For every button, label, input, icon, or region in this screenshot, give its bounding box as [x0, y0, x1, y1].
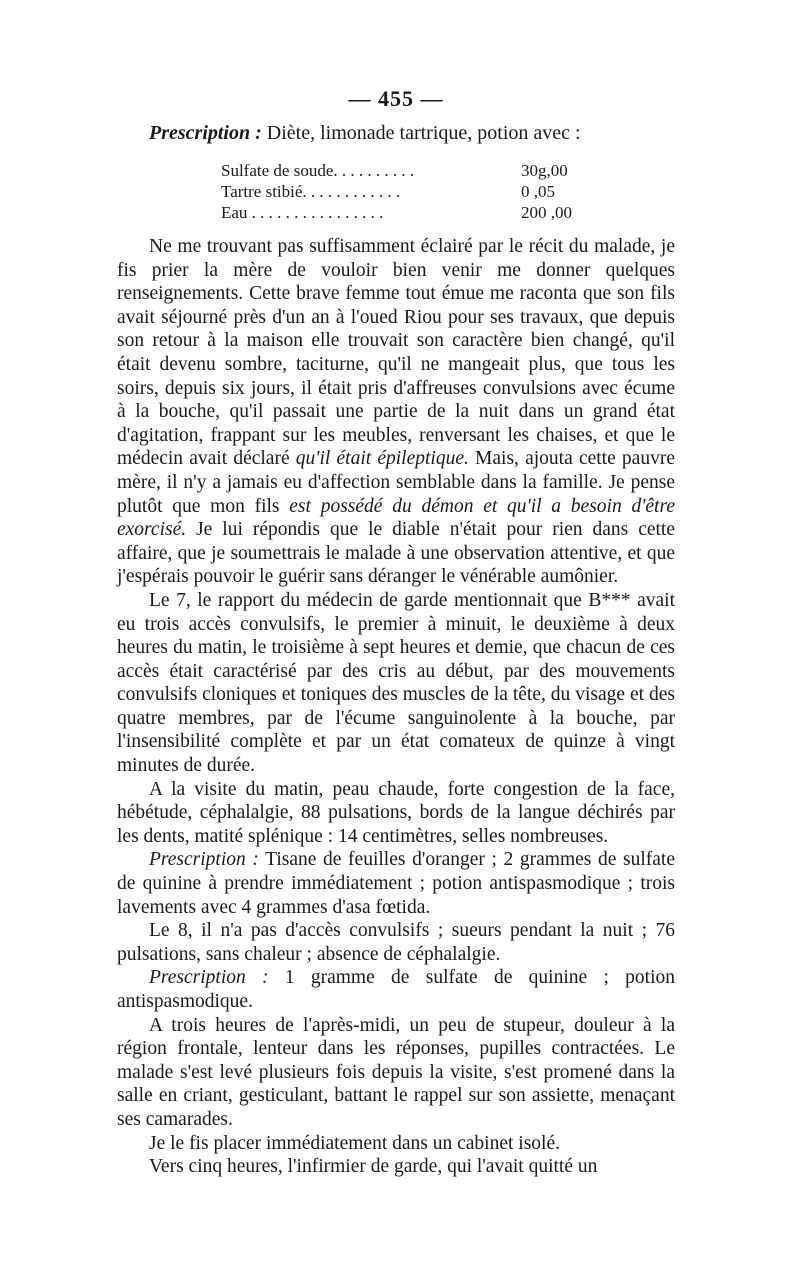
formula-dose: 0 ,05 [521, 182, 555, 201]
paragraph-prescription-3 [117, 966, 675, 1013]
paragraph-morning-visit: A la visite du matin, peau chaude, forte congestion de la face, hébétude, céphalalgie, 88 pulsations, bords de la langue déchirés par les dents, matité splénique : 14 centimètres, selles nombreuses. [117, 778, 675, 847]
paragraph-prescription-2 [117, 848, 675, 919]
page-number: — 455 — [348, 86, 444, 111]
paragraph-report: Le 7, le rapport du médecin de garde mentionnait que B*** avait eu trois accès convulsifs, le premier à minuit, le deuxième à deux heures du matin, le troisième à sept heures et demie, que chacun de ces accès était caractérisé par des cris au début, par des mouvements convulsifs cloniques et toniques des muscles de la tête, du visage et des quatre membres, par de l'écume sanguinolente à la bouche, par l'insensibilité complète et par un état comateux de quinze à vingt minutes de durée. [117, 589, 675, 777]
italic-phrase: est possédé du démon et qu'il a besoin d'être exorcisé. [117, 495, 675, 541]
paragraph-text: Mais, ajouta cette pauvre mère, il n'y a jamais eu d'affection semblable dans la famille. Je pense plutôt que mon fils [117, 448, 675, 517]
paragraph-text: Tisane de feuilles d'oranger ; 2 grammes de sulfate de quinine à prendre immédiatement ; potion antispasmodique ; trois lavements avec 4 grammes d'asa fœtida. [117, 849, 675, 918]
formula-ingredient: Tartre stibié. . . . . . . . . . . . [221, 182, 401, 201]
book-page [117, 86, 675, 1179]
prescription-intro [149, 120, 675, 146]
paragraph-text: 1 gramme de sulfate de quinine ; potion antispasmodique. [117, 967, 675, 1012]
formula-dose: 30g,00 [521, 161, 568, 180]
prescription-label: Prescription : [149, 849, 259, 871]
paragraph-text: Ne me trouvant pas suffisamment éclairé par le récit du malade, je fis prier la mère de vouloir bien venir me donner quelques renseignements. Cette brave femme tout émue me raconta que son fils avait séjourné près d'un an à l'oued Riou pour ses travaux, que depuis son retour à la maison elle trouvait son caractère bien changé, qu'il était devenu sombre, taciturne, qu'il ne mangeait plus, que tous les soirs, depuis six jours, il était pris d'affreuses convulsions avec écume à la bouche, qu'il passait une partie de la nuit dans un grand état d'agitation, frappant sur les meubles, renversant les chaises, et que le médecin avait déclaré [117, 236, 675, 470]
formula-ingredient: Sulfate de soude. . . . . . . . . . [221, 161, 415, 180]
paragraph-afternoon: A trois heures de l'après-midi, un peu de stupeur, douleur à la région frontale, lenteur dans les réponses, pupilles contractées. Le malade s'est levé plusieurs fois depuis la visite, s'est promené dans la salle en criant, gesticulant, battant le rappel sur son assiette, menaçant ses camarades. [117, 1014, 675, 1130]
formula-dose: 200 ,00 [521, 203, 572, 222]
italic-phrase: qu'il était épileptique. [295, 448, 469, 470]
paragraph-mother-account [117, 235, 675, 589]
paragraph-text: Je lui répondis que le diable n'était pour rien dans cette affaire, que je soumettrais le malade à une observation attentive, et que j'espérais pouvoir le guérir sans déranger le vénérable aumônier. [117, 519, 675, 588]
paragraph-evening: Vers cinq heures, l'infirmier de garde, qui l'avait quitté un [149, 1156, 598, 1178]
body-text [117, 235, 675, 1179]
prescription-label: Prescription : [149, 122, 262, 144]
formula-row [221, 202, 601, 223]
prescription-label: Prescription : [149, 967, 269, 989]
paragraph-day-8: Le 8, il n'a pas d'accès convulsifs ; sueurs pendant la nuit ; 76 pulsations, sans chaleur ; absence de céphalalgie. [117, 920, 675, 965]
paragraph-isolation: Je le fis placer immédiatement dans un cabinet isolé. [149, 1132, 560, 1154]
formula-table [221, 160, 601, 223]
formula-row [221, 181, 601, 202]
formula-ingredient: Eau . . . . . . . . . . . . . . . . [221, 203, 384, 222]
prescription-text: Diète, limonade tartrique, potion avec : [261, 122, 581, 144]
formula-row [221, 160, 601, 181]
